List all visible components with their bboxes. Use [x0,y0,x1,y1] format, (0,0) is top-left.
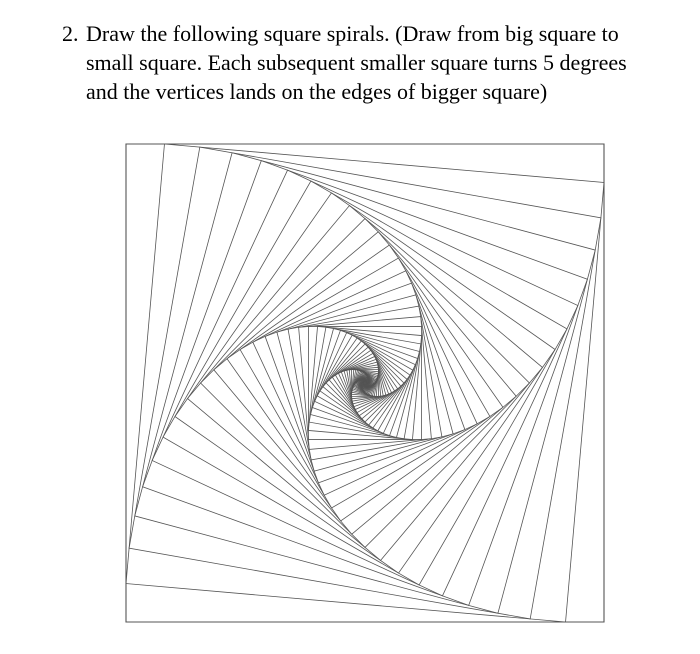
spiral-square [188,206,543,561]
spiral-square [311,329,420,438]
spiral-square [323,341,407,425]
spiral-square [201,219,530,548]
outer-square [126,144,604,622]
spiral-square [265,283,465,483]
question-line-2: small square. Each subsequent smaller square turns 5 degrees [86,50,627,75]
spiral-square [326,344,404,422]
spiral-square [129,147,601,619]
spiral-square [227,245,503,521]
spiral-square [315,333,416,434]
spiral-square [288,306,442,460]
spiral-square [312,330,417,435]
spiral-square [320,338,410,428]
spiral-square [163,181,567,585]
question-line-1-text: Draw the following square spirals. (Draw from big square to [86,21,619,46]
question-number: 2. [62,21,79,46]
question-line-3: and the vertices lands on the edges of bigger square) [86,79,548,104]
spiral-square [253,271,477,495]
spiral-square [126,144,604,622]
spiral-square [341,359,388,406]
spiral-square [135,153,595,613]
spiral-square [332,350,397,415]
spiral-square [152,170,578,596]
spiral-squares [126,144,604,622]
spiral-square [335,353,394,412]
spiral-square [175,193,555,573]
spiral-square [338,356,391,409]
spiral-square [364,382,365,383]
spiral-square [143,161,588,606]
spiral-square [240,258,490,508]
